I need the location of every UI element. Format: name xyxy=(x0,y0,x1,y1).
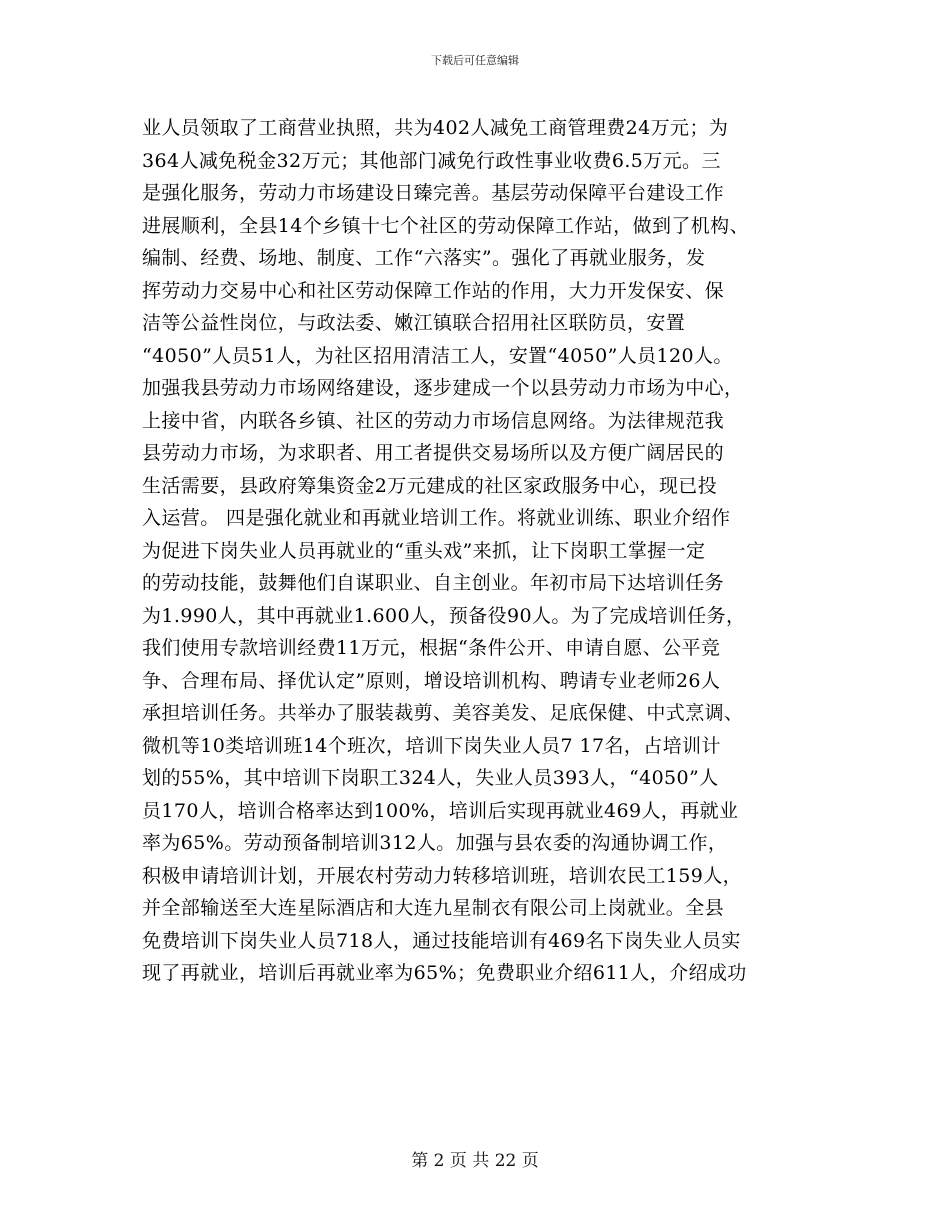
body-line: 业人员领取了工商营业执照，共为402人减免工商管理费24万元；为 xyxy=(142,117,729,139)
body-line: 员170人，培训合格率达到100%，培训后实现再就业469人，再就业 xyxy=(142,799,739,822)
body-line: 为促进下岗失业人员再就业的“重头戏”来抓，让下岗职工掌握一定 xyxy=(142,539,706,562)
body-line: “4050”人员51人，为社区招用清洁工人，安置“4050”人员120人。 xyxy=(142,344,733,367)
body-line: 加强我县劳动力市场网络建设，逐步建成一个以县劳动力市场为中心， xyxy=(142,377,744,399)
page-number-footer: 第 2 页 共 22 页 xyxy=(411,1151,539,1171)
body-line: 的劳动技能，鼓舞他们自谋职业、自主创业。年初市局下达培训任务 xyxy=(142,572,725,594)
body-line: 洁等公益性岗位，与政法委、嫩江镇联合招用社区联防员，安置 xyxy=(142,312,686,334)
body-line: 率为65%。劳动预备制培训312人。加强与县农委的沟通协调工作， xyxy=(142,832,728,854)
body-line: 为1.990人，其中再就业1.600人，预备役90人。为了完成培训任务， xyxy=(142,604,746,627)
document-body xyxy=(142,112,812,990)
page-header-note: 下载后可任意编辑 xyxy=(431,54,519,67)
body-line: 进展顺利，全县14个乡镇十七个社区的劳动保障工作站，做到了机构、 xyxy=(142,214,749,237)
body-line: 县劳动力市场，为求职者、用工者提供交易场所以及方便广阔居民的 xyxy=(142,442,725,464)
body-line: 编制、经费、场地、制度、工作“六落实”。强化了再就业服务，发 xyxy=(142,247,706,269)
body-line: 微机等10类培训班14个班次，培训下岗失业人员7 17名，占培训计 xyxy=(142,734,721,757)
body-line: 并全部输送至大连星际酒店和大连九星制衣有限公司上岗就业。全县 xyxy=(142,897,725,919)
body-line: 免费培训下岗失业人员718人，通过技能培训有469名下岗失业人员实 xyxy=(142,929,741,952)
body-line: 现了再就业，培训后再就业率为65%；免费职业介绍611人，介绍成功 xyxy=(142,962,747,984)
body-line: 我们使用专款培训经费11万元，根据“条件公开、申请自愿、公平竞 xyxy=(142,637,721,659)
body-line: 是强化服务，劳动力市场建设日臻完善。基层劳动保障平台建设工作 xyxy=(142,182,725,204)
body-line: 挥劳动力交易中心和社区劳动保障工作站的作用，大力开发保安、保 xyxy=(142,279,725,302)
body-line: 积极申请培训计划，开展农村劳动力转移培训班，培训农民工159人， xyxy=(142,864,743,887)
body-line: 入运营。 四是强化就业和再就业培训工作。将就业训练、职业介绍作 xyxy=(142,507,731,529)
body-line: 364人减免税金32万元；其他部门减免行政性事业收费6.5万元。三 xyxy=(142,149,721,172)
body-line: 划的55%，其中培训下岗职工324人，失业人员393人，“4050”人 xyxy=(142,767,719,789)
body-line: 上接中省，内联各乡镇、社区的劳动力市场信息网络。为法律规范我 xyxy=(142,409,725,432)
body-line: 承担培训任务。共举办了服装裁剪、美容美发、足底保健、中式烹调、 xyxy=(142,702,744,724)
body-line: 生活需要，县政府筹集资金2万元建成的社区家政服务中心，现已投 xyxy=(142,474,718,497)
body-line: 争、合理布局、择优认定”原则，增设培训机构、聘请专业老师26人 xyxy=(142,669,721,692)
